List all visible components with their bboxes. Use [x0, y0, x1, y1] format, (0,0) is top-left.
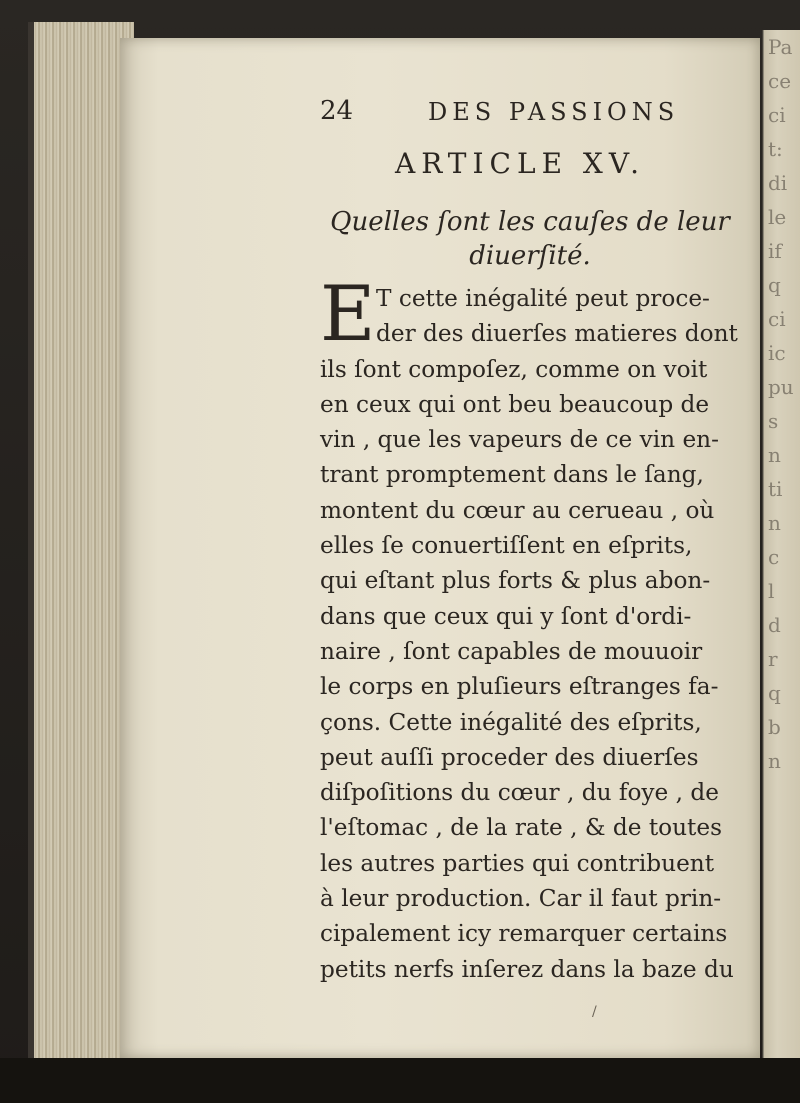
body-line: der des diuerſes matieres dont [376, 320, 738, 348]
body-line: petits nerfs inſerez dans la baze du [320, 955, 734, 983]
body-line: le corps en pluſieurs eſtranges fa- [320, 673, 719, 701]
page-header [320, 96, 740, 136]
body-line: elles ſe conuertiſſent en eſprits, [320, 532, 693, 560]
body-line: diſpoſitions du cœur , du foye , de [320, 779, 719, 807]
body-line: trant promptement dans le ſang, [320, 461, 704, 489]
body-line: en ceux qui ont beu beaucoup de [320, 390, 710, 418]
body-line: naire , ſont capables de mouuoir [320, 637, 703, 665]
body-line: cipalement icy remarquer certains [320, 920, 728, 948]
body-line: dans que ceux qui y ſont d'ordi- [320, 602, 692, 630]
body-line: T cette inégalité peut proce- [376, 285, 710, 312]
drop-cap: E [320, 269, 376, 358]
body-line: montent du cœur au cerueau , où [320, 496, 715, 524]
page-number: 24 [320, 96, 354, 126]
body-line: vin , que les vapeurs de ce vin en- [320, 426, 719, 454]
body-line: qui eſtant plus forts & plus abon- [320, 567, 711, 595]
body-line: çons. Cette inégalité des eſprits, [320, 708, 702, 736]
page-stack-edge [28, 22, 134, 1072]
body-line: à leur production. Car il faut prin- [320, 885, 722, 913]
subtitle-line: diuerſité. [469, 241, 591, 271]
running-head: DES PASSIONS [428, 98, 680, 126]
article-subtitle [300, 205, 760, 273]
article-title: ARTICLE XV. [395, 147, 646, 180]
body-line: les autres parties qui contribuent [320, 849, 715, 877]
signature-mark: / [592, 1004, 597, 1020]
bottom-shadow [0, 1058, 800, 1103]
body-line: peut auſſi proceder des diuerſes [320, 743, 699, 771]
facing-page-edge: Pa ce ci t: di le if q ci ic pu s n ti n c l d r q b n [762, 30, 800, 1070]
body-line: ils ſont compoſez, comme on voit [320, 355, 708, 383]
body-line: l'eſtomac , de la rate , & de toutes [320, 814, 722, 842]
subtitle-line: Quelles ſont les cauſes de leur [330, 207, 730, 237]
body-text [320, 281, 740, 987]
